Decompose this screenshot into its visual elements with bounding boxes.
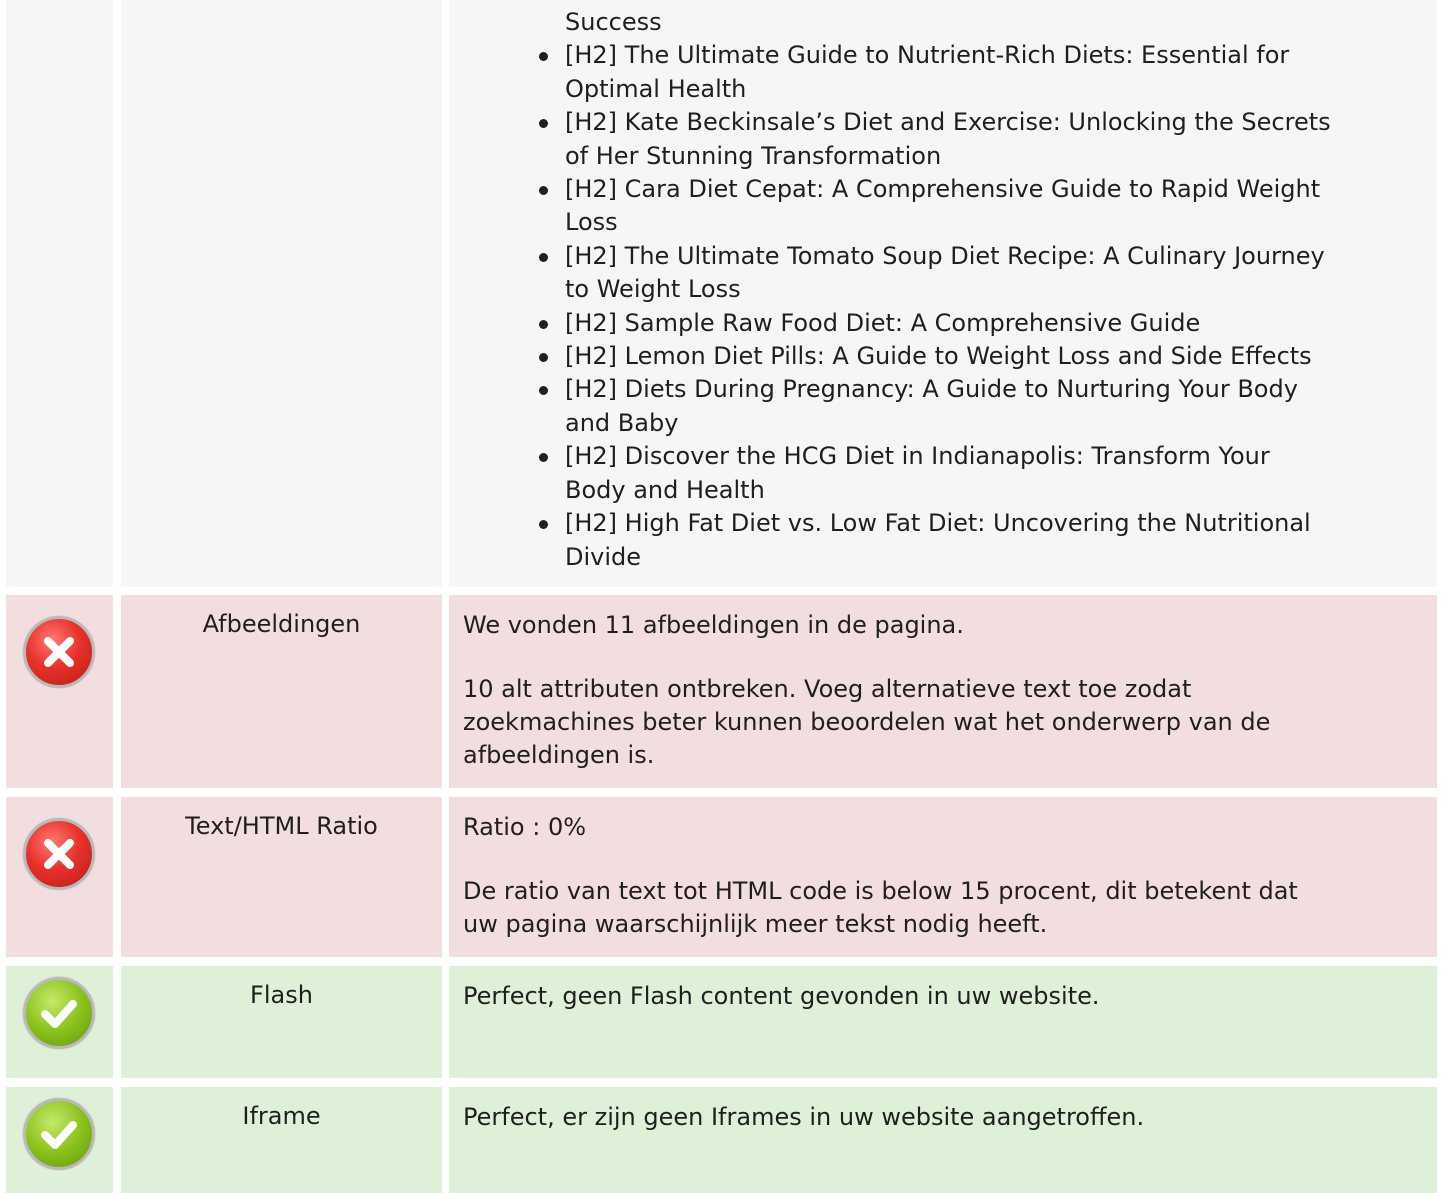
check-label: Flash bbox=[250, 981, 313, 1009]
list-item: [H2] High Fat Diet vs. Low Fat Diet: Uncovering the Nutritional Divide bbox=[565, 507, 1427, 574]
list-item: [H2] Lemon Diet Pills: A Guide to Weight Loss and Side Effects bbox=[565, 340, 1427, 373]
list-item: [H2] Kate Beckinsale’s Diet and Exercise: Unlocking the Secrets of Her Stunning Transformation bbox=[565, 106, 1427, 173]
headings-label-cell bbox=[121, 0, 442, 587]
check-summary: Perfect, er zijn geen Iframes in uw website aangetroffen. bbox=[463, 1103, 1145, 1131]
check-label-cell bbox=[121, 1087, 442, 1193]
error-x-icon bbox=[23, 818, 95, 890]
check-row-flash bbox=[6, 966, 1437, 1078]
list-item: [H2] The Ultimate Tomato Soup Diet Recipe: A Culinary Journey to Weight Loss bbox=[565, 240, 1427, 307]
check-body-cell bbox=[449, 595, 1437, 788]
list-item: [H2] The Ultimate Guide to Nutrient-Rich Diets: Essential for Optimal Health bbox=[565, 39, 1427, 106]
status-cell bbox=[6, 595, 113, 788]
check-detail: De ratio van text tot HTML code is below 15 procent, dit betekent dat uw pagina waarschijnlijk meer tekst nodig heeft. bbox=[463, 877, 1298, 938]
check-detail: 10 alt attributen ontbreken. Voeg alternatieve text toe zodat zoekmachines beter kunnen beoordelen wat het onderwerp van de afbeeldingen is. bbox=[463, 675, 1271, 769]
check-body-cell bbox=[449, 966, 1437, 1078]
headings-icon-cell bbox=[6, 0, 113, 587]
check-label-cell bbox=[121, 797, 442, 957]
check-row-iframe bbox=[6, 1087, 1437, 1193]
error-x-icon bbox=[23, 616, 95, 688]
list-item-continuation: Success bbox=[565, 8, 662, 36]
list-item: [H2] Discover the HCG Diet in Indianapolis: Transform Your Body and Health bbox=[565, 440, 1427, 507]
list-item: [H2] Diets During Pregnancy: A Guide to Nurturing Your Body and Baby bbox=[565, 373, 1427, 440]
list-item: [H2] Sample Raw Food Diet: A Comprehensive Guide bbox=[565, 307, 1427, 340]
status-cell bbox=[6, 797, 113, 957]
check-label: Text/HTML Ratio bbox=[185, 812, 378, 840]
check-body-cell bbox=[449, 1087, 1437, 1193]
check-summary: Ratio : 0% bbox=[463, 813, 587, 841]
status-cell bbox=[6, 1087, 113, 1193]
check-label: Afbeeldingen bbox=[202, 610, 361, 638]
success-check-icon bbox=[23, 1098, 95, 1170]
check-body-cell bbox=[449, 797, 1437, 957]
check-row-images bbox=[6, 595, 1437, 788]
headings-body-cell bbox=[449, 0, 1437, 587]
check-label: Iframe bbox=[242, 1102, 321, 1130]
check-summary: We vonden 11 afbeeldingen in de pagina. bbox=[463, 611, 964, 639]
list-item: [H2] Cara Diet Cepat: A Comprehensive Guide to Rapid Weight Loss bbox=[565, 173, 1427, 240]
check-summary: Perfect, geen Flash content gevonden in uw website. bbox=[463, 982, 1100, 1010]
check-row-text-html-ratio bbox=[6, 797, 1437, 957]
h2-headings-list bbox=[449, 0, 1437, 574]
check-label-cell bbox=[121, 966, 442, 1078]
success-check-icon bbox=[23, 977, 95, 1049]
status-cell bbox=[6, 966, 113, 1078]
headings-row bbox=[6, 0, 1437, 587]
check-label-cell bbox=[121, 595, 442, 788]
